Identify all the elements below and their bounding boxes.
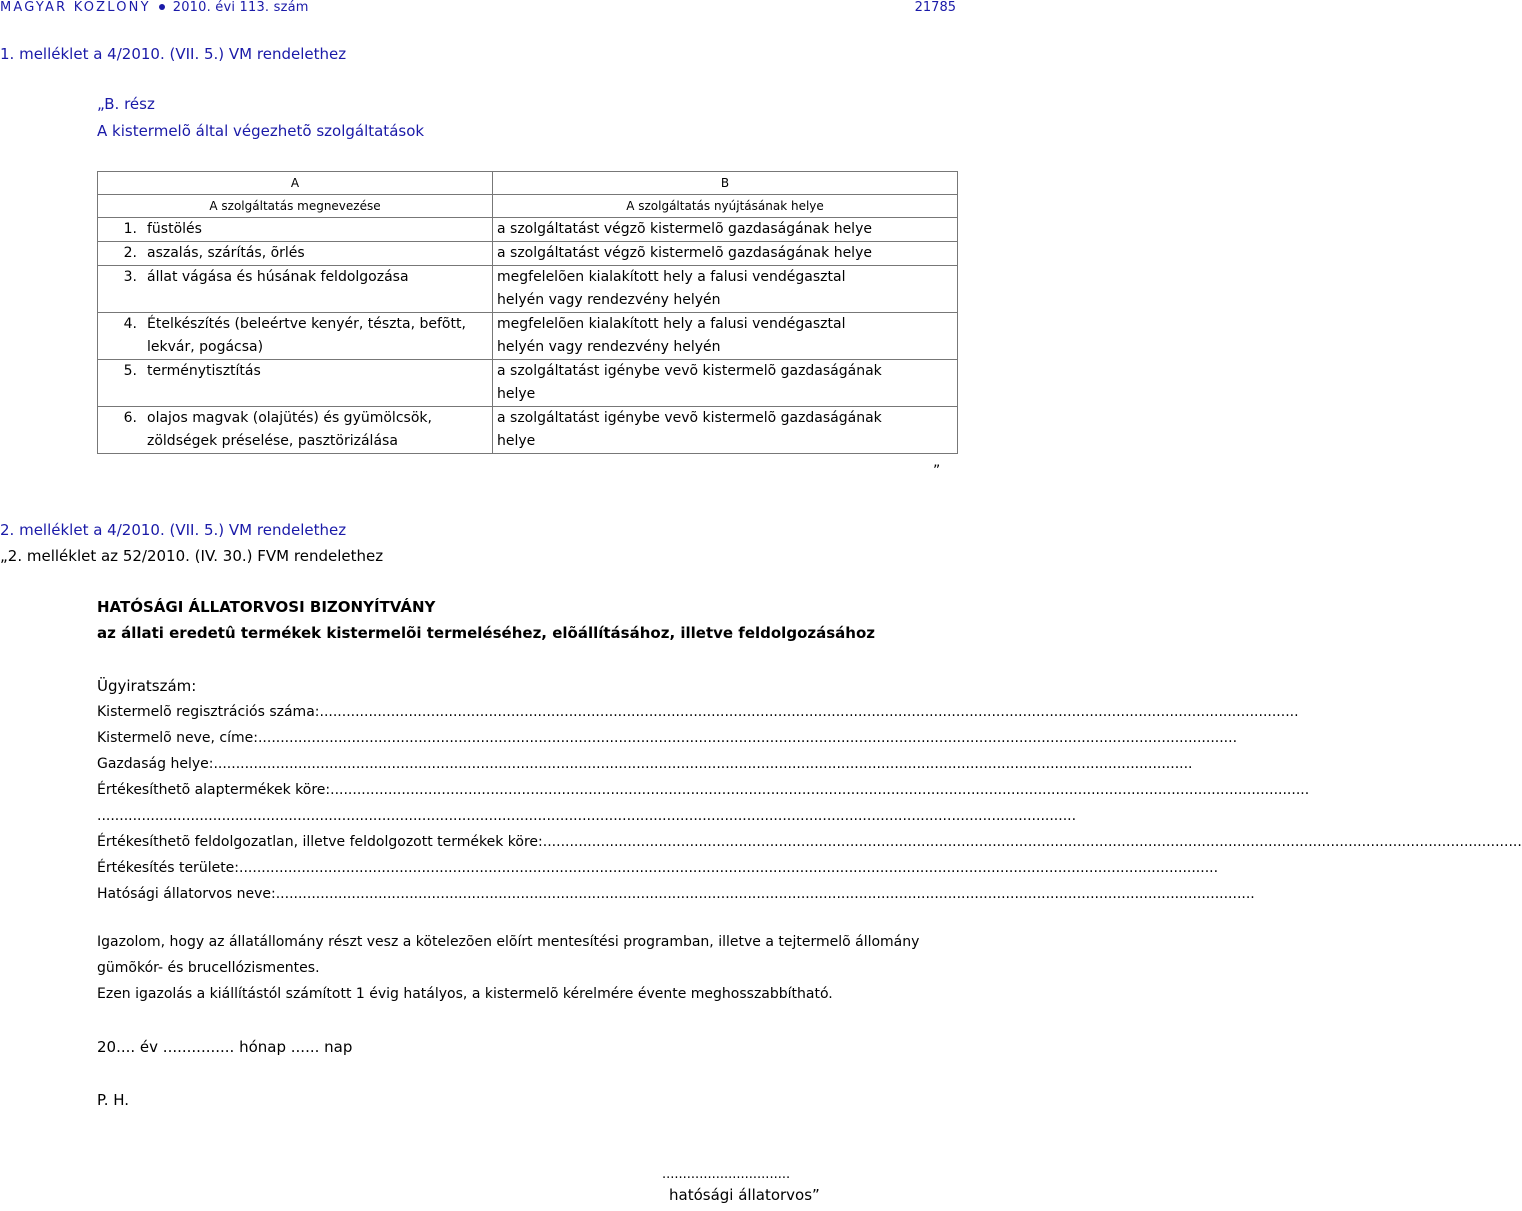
part-title: A kistermelõ által végezhetõ szolgáltatások [97, 122, 425, 140]
vet-name-field: Hatósági állatorvos neve:............................................................................................................................................................................................................................ [97, 886, 1255, 902]
column-header-row [98, 195, 958, 218]
table-row [98, 360, 958, 407]
certificate-title: HATÓSÁGI ÁLLATORVOSI BIZONYÍTVÁNY [97, 598, 436, 616]
processed-products-field: Értékesíthetõ feldolgozatlan, illetve feldolgozott termékek köre:............................................................................................................................................................................................................................ [97, 834, 1522, 850]
service-name-line: állat vágása és húsának feldolgozása [147, 269, 409, 285]
closing-quote: ” [933, 463, 941, 479]
service-location-line: helye [497, 433, 536, 449]
col-b-header: A szolgáltatás nyújtásának helye [493, 195, 958, 218]
page-number: 21785 [914, 0, 956, 15]
service-location-line: megfelelõen kialakított hely a falusi vendégasztal [497, 269, 846, 285]
service-location-cell [493, 313, 958, 360]
signature-label: hatósági állatorvos” [669, 1186, 820, 1204]
farm-location-label: Gazdaság helye: [97, 756, 214, 772]
sales-area-field: Értékesítés területe:............................................................................................................................................................................................................................ [97, 860, 1219, 876]
service-location-line: megfelelõen kialakított hely a falusi vendégasztal [497, 316, 846, 332]
service-location-cell [493, 218, 958, 242]
table-body [98, 218, 958, 454]
service-location-line: a szolgáltatást igénybe vevõ kistermelõ gazdaságának [497, 363, 882, 379]
name-address-field: Kistermelõ neve, címe:............................................................................................................................................................................................................................ [97, 730, 1238, 746]
table-row [98, 242, 958, 266]
col-a-header: A szolgáltatás megnevezése [98, 195, 493, 218]
certificate-body-line-1: Igazolom, hogy az állatállomány részt vesz a kötelezõen elõírt mentesítési programban, illetve a tejtermelõ állomány [97, 934, 920, 950]
row-number: 5. [98, 360, 138, 407]
reg-number-field: Kistermelõ regisztrációs száma:............................................................................................................................................................................................................................ [97, 704, 1299, 720]
annex2-subtitle: „2. melléklet az 52/2010. (IV. 30.) FVM rendelethez [0, 547, 384, 565]
basic-products-label: Értékesíthetõ alaptermékek köre: [97, 782, 331, 798]
stamp-placeholder: P. H. [97, 1091, 130, 1109]
service-location-cell [493, 242, 958, 266]
service-name-line: olajos magvak (olajütés) és gyümölcsök, [147, 410, 432, 426]
certificate-subtitle: az állati eredetû termékek kistermelõi termeléséhez, elõállításához, illetve feldolgozásához [97, 624, 875, 642]
service-location-line: helyén vagy rendezvény helyén [497, 292, 721, 308]
processed-products-label: Értékesíthetõ feldolgozatlan, illetve feldolgozott termékek köre: [97, 834, 543, 850]
col-b-letter: B [493, 172, 958, 195]
service-name-line: lekvár, pogácsa) [147, 339, 264, 355]
services-table [97, 171, 958, 454]
certificate-body-line-2: gümõkór- és brucellózismentes. [97, 960, 320, 976]
sales-area-label: Értékesítés területe: [97, 860, 240, 876]
date-line: 20.... év ............... hónap ...... nap [97, 1038, 353, 1056]
service-location-line: a szolgáltatást végzõ kistermelõ gazdaságának helye [497, 245, 872, 261]
dotted-continuation-line: ............................................................................................................................................................................................................................ [97, 808, 1077, 824]
annex2-title: 2. melléklet a 4/2010. (VII. 5.) VM rendelethez [0, 521, 347, 539]
row-number: 6. [98, 407, 138, 454]
table-row [98, 407, 958, 454]
row-number: 3. [98, 266, 138, 313]
vet-name-label: Hatósági állatorvos neve: [97, 886, 276, 902]
service-name-line: zöldségek préselése, pasztörizálása [147, 433, 398, 449]
service-name-cell [137, 242, 493, 266]
service-name-line: aszalás, szárítás, õrlés [147, 245, 305, 261]
basic-products-field: Értékesíthetõ alaptermékek köre:............................................................................................................................................................................................................................ [97, 782, 1310, 798]
certificate-body-line-3: Ezen igazolás a kiállítástól számított 1 évig hatályos, a kistermelõ kérelmére évente meghosszabbítható. [97, 986, 833, 1002]
service-name-line: Ételkészítés (beleértve kenyér, tészta, befõtt, [147, 316, 466, 332]
case-number-label: Ügyiratszám: [97, 677, 197, 695]
service-location-line: a szolgáltatást végzõ kistermelõ gazdaságának helye [497, 221, 872, 237]
row-number: 2. [98, 242, 138, 266]
service-name-cell [137, 407, 493, 454]
service-location-cell [493, 360, 958, 407]
service-location-cell [493, 407, 958, 454]
row-number: 4. [98, 313, 138, 360]
service-location-line: helyén vagy rendezvény helyén [497, 339, 721, 355]
service-location-line: a szolgáltatást igénybe vevõ kistermelõ gazdaságának [497, 410, 882, 426]
service-name-line: füstölés [147, 221, 202, 237]
bullet-icon [159, 4, 165, 10]
service-name-line: terménytisztítás [147, 363, 261, 379]
farm-location-field: Gazdaság helye:............................................................................................................................................................................................................................ [97, 756, 1193, 772]
table-row [98, 218, 958, 242]
service-name-cell [137, 218, 493, 242]
annex1-title: 1. melléklet a 4/2010. (VII. 5.) VM rendelethez [0, 45, 347, 63]
row-number: 1. [98, 218, 138, 242]
issue-number: 2010. évi 113. szám [172, 0, 309, 15]
reg-number-label: Kistermelõ regisztrációs száma: [97, 704, 320, 720]
col-a-letter: A [98, 172, 493, 195]
signature-line: ............................... [662, 1167, 791, 1182]
journal-name: MAGYAR KÖZLÖNY [0, 0, 151, 15]
journal-header [0, 0, 309, 15]
service-location-line: helye [497, 386, 536, 402]
service-location-cell [493, 266, 958, 313]
service-name-cell [137, 360, 493, 407]
table-row [98, 313, 958, 360]
part-label: „B. rész [97, 95, 155, 113]
column-letter-row [98, 172, 958, 195]
table-row [98, 266, 958, 313]
name-address-label: Kistermelõ neve, címe: [97, 730, 258, 746]
service-name-cell [137, 266, 493, 313]
service-name-cell [137, 313, 493, 360]
